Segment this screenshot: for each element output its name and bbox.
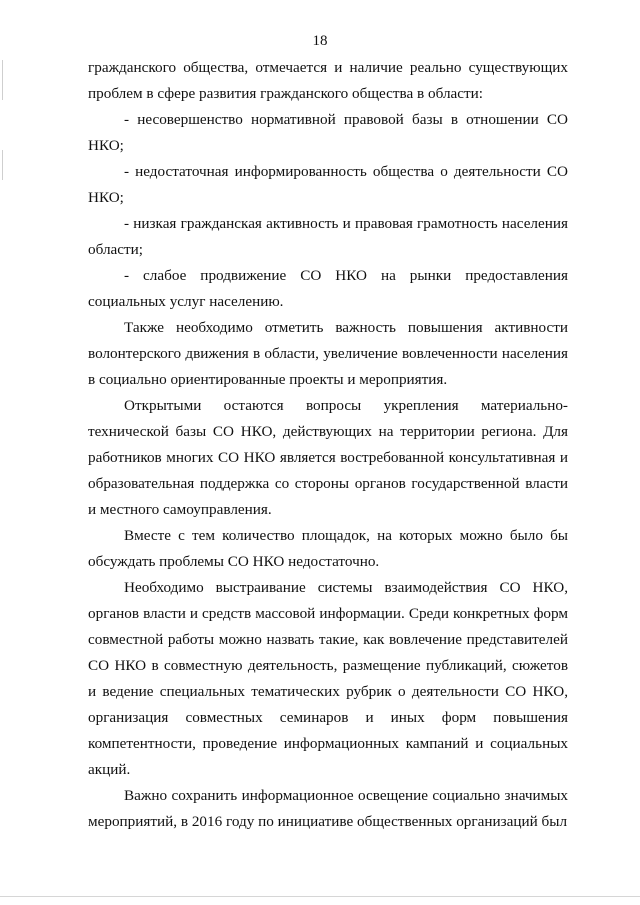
paragraph-interaction-system: Необходимо выстраивание системы взаимодействия СО НКО, органов власти и средств массовой информации. Среди конкретных форм совместной работы можно назвать такие, как вовлечение представителей СО НКО в совместную деятельность, размещение публикаций, сюжетов и ведение специальных тематических рубрик о деятельности СО НКО, организация совместных семинаров и иных форм повышения компетентности, проведение информационных кампаний и социальных акций. [88, 579, 568, 778]
page-number: 18 [312, 33, 328, 49]
scan-margin-mark [2, 60, 3, 100]
scan-margin-mark [2, 150, 3, 180]
paragraph-information-coverage: Важно сохранить информационное освещение социально значимых мероприятий, в 2016 году по инициативе общественных организаций был [88, 787, 568, 830]
document-body [88, 55, 568, 835]
paragraph-continuation: гражданского общества, отмечается и наличие реально существующих проблем в сфере развития гражданского общества в области: [88, 59, 568, 102]
paragraph-volunteering: Также необходимо отметить важность повышения активности волонтерского движения в области, увеличение вовлеченности населения в социально ориентированные проекты и мероприятия. [88, 319, 568, 388]
list-item-awareness: - недостаточная информированность общества о деятельности СО НКО; [88, 163, 568, 206]
paragraph-material-base: Открытыми остаются вопросы укрепления материально-технической базы СО НКО, действующих на территории региона. Для работников многих СО НКО является востребованной консультативная и образовательная поддержка со стороны органов государственной власти и местного самоуправления. [88, 397, 568, 518]
paragraph-platforms: Вместе с тем количество площадок, на которых можно было бы обсуждать проблемы СО НКО недостаточно. [88, 527, 568, 570]
list-item-social-services: - слабое продвижение СО НКО на рынки предоставления социальных услуг населению. [88, 267, 568, 310]
list-item-regulatory-base: - несовершенство нормативной правовой базы в отношении СО НКО; [88, 111, 568, 154]
scan-bottom-edge [0, 896, 640, 897]
list-item-civic-activity: - низкая гражданская активность и правовая грамотность населения области; [88, 215, 568, 258]
